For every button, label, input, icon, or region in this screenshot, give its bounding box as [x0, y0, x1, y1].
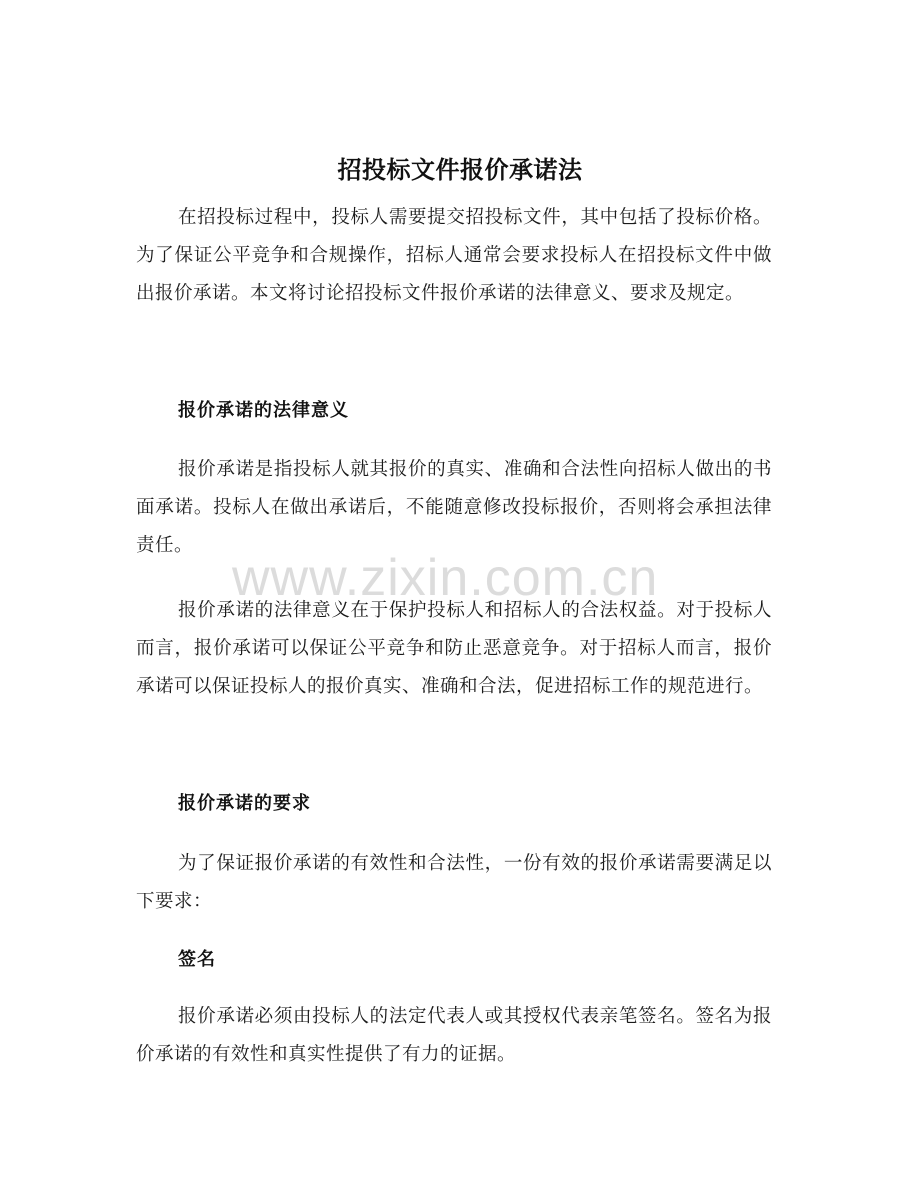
requirements-paragraph: 为了保证报价承诺的有效性和合法性，一份有效的报价承诺需要满足以下要求：: [136, 853, 772, 912]
section-heading-signature: 签名: [178, 949, 216, 970]
legal-meaning-paragraph-1: 报价承诺是指投标人就其报价的真实、准确和合法性向招标人做出的书面承诺。投标人在做出承诺后，不能随意修改投标报价，否则将会承担法律责任。: [136, 459, 772, 556]
watermark: www.zixin.com.cn: [232, 549, 659, 607]
legal-meaning-paragraph-2: 报价承诺的法律意义在于保护投标人和招标人的合法权益。对于投标人而言，报价承诺可以保证公平竞争和防止恶意竞争。对于招标人而言，报价承诺可以保证投标人的报价真实、准确和合法，促进招标工作的规范进行。: [136, 600, 772, 697]
document-title: 招投标文件报价承诺法: [337, 156, 583, 184]
section-heading-requirements: 报价承诺的要求: [178, 793, 311, 814]
intro-paragraph: 在招投标过程中，投标人需要提交招投标文件，其中包括了投标价格。为了保证公平竞争和合规操作，招标人通常会要求投标人在招投标文件中做出报价承诺。本文将讨论招投标文件报价承诺的法律意义、要求及规定。: [136, 207, 772, 304]
section-heading-legal-meaning: 报价承诺的法律意义: [178, 400, 349, 421]
signature-paragraph: 报价承诺必须由投标人的法定代表人或其授权代表亲笔签名。签名为报价承诺的有效性和真实性提供了有力的证据。: [136, 1006, 772, 1065]
